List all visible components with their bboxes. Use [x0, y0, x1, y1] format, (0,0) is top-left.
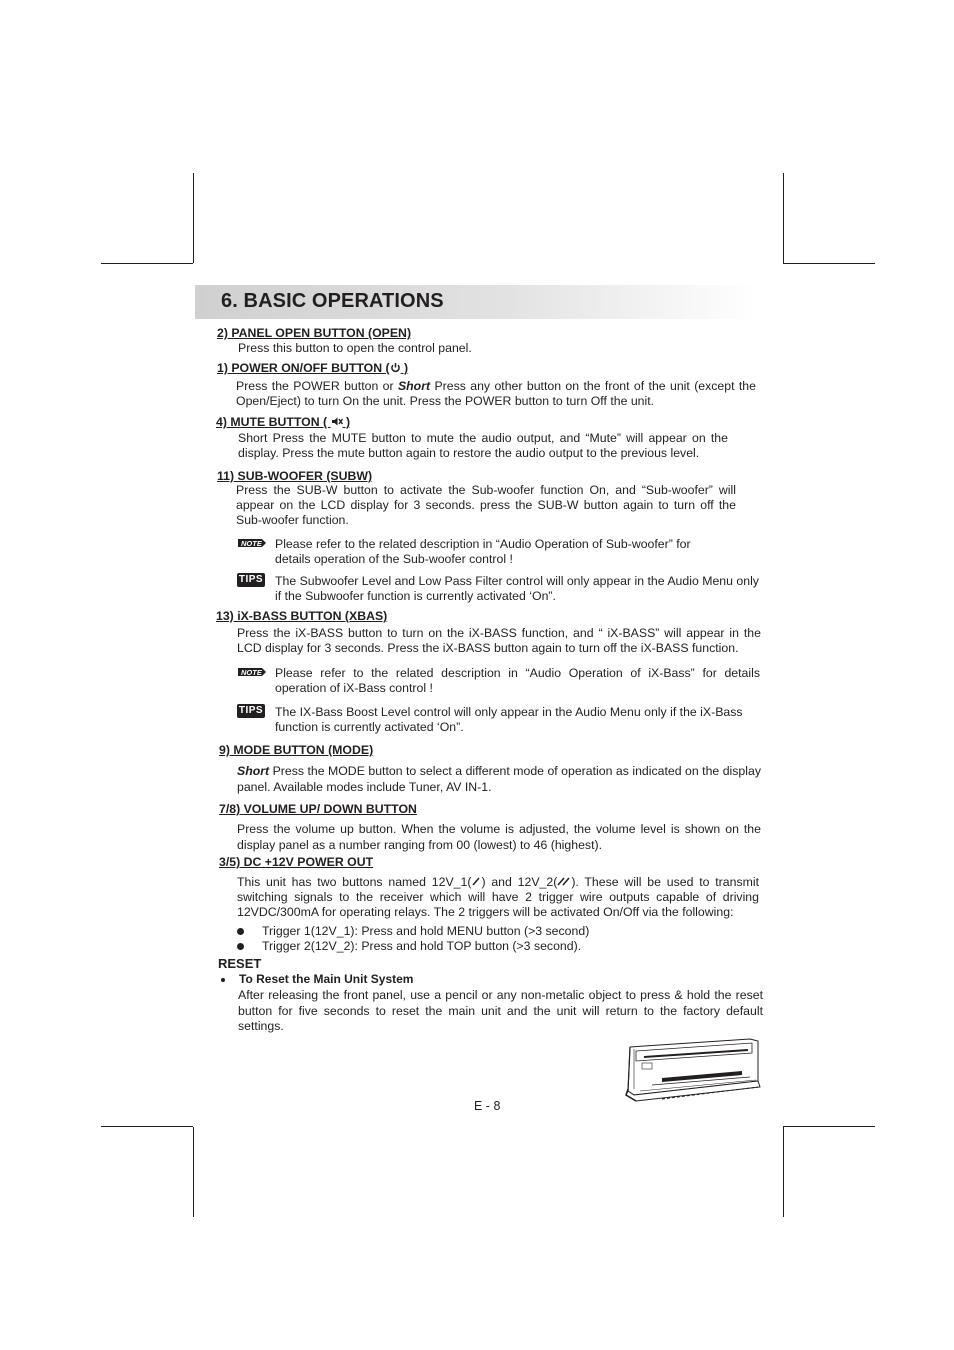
- section-heading-volume: 7/8) VOLUME UP/ DOWN BUTTON: [219, 802, 417, 816]
- page-title: 6. BASIC OPERATIONS: [221, 290, 444, 312]
- crop-mark: [783, 263, 875, 264]
- crop-mark: [783, 1126, 875, 1127]
- crop-mark: [193, 1127, 194, 1217]
- double-slash-icon: [557, 876, 571, 886]
- mute-icon: [331, 416, 343, 427]
- mute-text: Short Press the MUTE button to mute the audio output, and “Mute” will appear on the display. Press the mute button again to restore the audio output to the previous level.: [238, 431, 728, 460]
- bullet-icon: [237, 943, 244, 950]
- crop-mark: [193, 173, 194, 263]
- power-icon: [390, 362, 401, 373]
- section-heading-dc12v: 3/5) DC +12V POWER OUT: [219, 855, 374, 869]
- subwoofer-note: Please refer to the related description in “Audio Operation of Sub-woofer” for details operation of the Sub-woofer control !: [275, 537, 691, 566]
- ixbass-note: Please refer to the related description in “Audio Operation of iX-Bass” for details operation of iX-Bass control !: [275, 666, 760, 695]
- single-slash-icon: [471, 876, 481, 886]
- mode-text-body: Press the MODE button to select a different mode of operation as indicated on the display panel. Available modes include Tuner, AV IN-1.: [237, 764, 761, 794]
- svg-text:NOTE: NOTE: [241, 668, 262, 677]
- subwoofer-text: Press the SUB-W button to activate the Sub-woofer function On, and “Sub-woofer” will appear on the LCD display for 3 seconds. press the SUB-W button again to turn off the Sub-woofer function.: [236, 483, 736, 527]
- power-heading-text: 1) POWER ON/OFF BUTTON (: [217, 361, 390, 375]
- mode-text-emph: Short: [237, 764, 270, 778]
- section-heading-panel-open: 2) PANEL OPEN BUTTON (OPEN): [217, 326, 412, 340]
- mute-heading-close: ): [342, 415, 351, 429]
- note-badge-icon: [236, 666, 266, 678]
- panel-open-text: Press this button to open the control panel.: [238, 341, 472, 355]
- volume-text: Press the volume up button. When the volume is adjusted, the volume level is shown on the display panel as a number ranging from 00 (lowest) to 46 (highest).: [237, 822, 761, 852]
- dc12v-text: [237, 875, 759, 920]
- note-badge-icon: [236, 537, 266, 549]
- reset-text: After releasing the front panel, use a pencil or any non-metalic object to press & hold the reset button for five seconds to reset the main unit and the unit will return to the factory default settings.: [238, 988, 763, 1033]
- power-text-a: Press the POWER button or: [236, 379, 398, 393]
- ixbass-text: Press the iX-BASS button to turn on the iX-BASS function, and “ iX-BASS” will appear in the LCD display for 3 seconds. Press the iX-BASS button again to turn off the iX-BASS function.: [237, 626, 761, 655]
- crop-mark: [783, 1127, 784, 1217]
- power-heading-close: ): [400, 361, 409, 375]
- car-stereo-illustration: [622, 1033, 764, 1103]
- section-heading-ixbass: 13) iX-BASS BUTTON (XBAS): [216, 609, 388, 623]
- power-text: [236, 379, 756, 409]
- crop-mark: [101, 263, 193, 264]
- section-heading-mute: [216, 415, 350, 429]
- ixbass-tip: The IX-Bass Boost Level control will only appear in the Audio Menu only if the iX-Bass function is currently activated ‘On”.: [275, 705, 743, 734]
- crop-mark: [101, 1126, 193, 1127]
- section-heading-power: [217, 361, 408, 375]
- tips-badge-icon: TIPS: [238, 705, 264, 716]
- trigger-1-item: Trigger 1(12V_1): Press and hold MENU button (>3 second): [262, 924, 590, 938]
- dc12v-text-c: ). These will be used to transmit switching signals to the receiver which will have 2 trigger wire outputs capable of driving 12VDC/300mA for operating relays. The 2 triggers will be activated On/Off via the following:: [237, 875, 759, 919]
- power-text-b: Press any other button on the front of the unit (except the Open/Eject) to turn On the unit. Press the POWER button to turn Off the unit.: [236, 379, 756, 408]
- reset-subheading: To Reset the Main Unit System: [239, 972, 414, 986]
- bullet-icon: [237, 928, 244, 935]
- svg-text:NOTE: NOTE: [241, 539, 262, 548]
- mode-text: [237, 763, 761, 795]
- section-heading-mode: 9) MODE BUTTON (MODE): [219, 743, 374, 757]
- tips-badge-icon: TIPS: [238, 574, 264, 585]
- page-number: E - 8: [474, 1099, 501, 1113]
- trigger-2-item: Trigger 2(12V_2): Press and hold TOP button (>3 second).: [262, 939, 582, 953]
- power-text-emph: Short: [397, 379, 431, 393]
- bullet-icon: [221, 978, 225, 982]
- subwoofer-tip: The Subwoofer Level and Low Pass Filter control will only appear in the Audio Menu only if the Subwoofer function is currently activated ‘On”.: [275, 574, 759, 603]
- mute-heading-text: 4) MUTE BUTTON (: [216, 415, 331, 429]
- crop-mark: [783, 173, 784, 263]
- dc12v-text-b: ) and 12V_2(: [481, 875, 558, 889]
- section-heading-subwoofer: 11) SUB-WOOFER (SUBW): [217, 469, 373, 483]
- section-heading-reset: RESET: [218, 956, 262, 971]
- dc12v-text-a: This unit has two buttons named 12V_1(: [237, 875, 472, 889]
